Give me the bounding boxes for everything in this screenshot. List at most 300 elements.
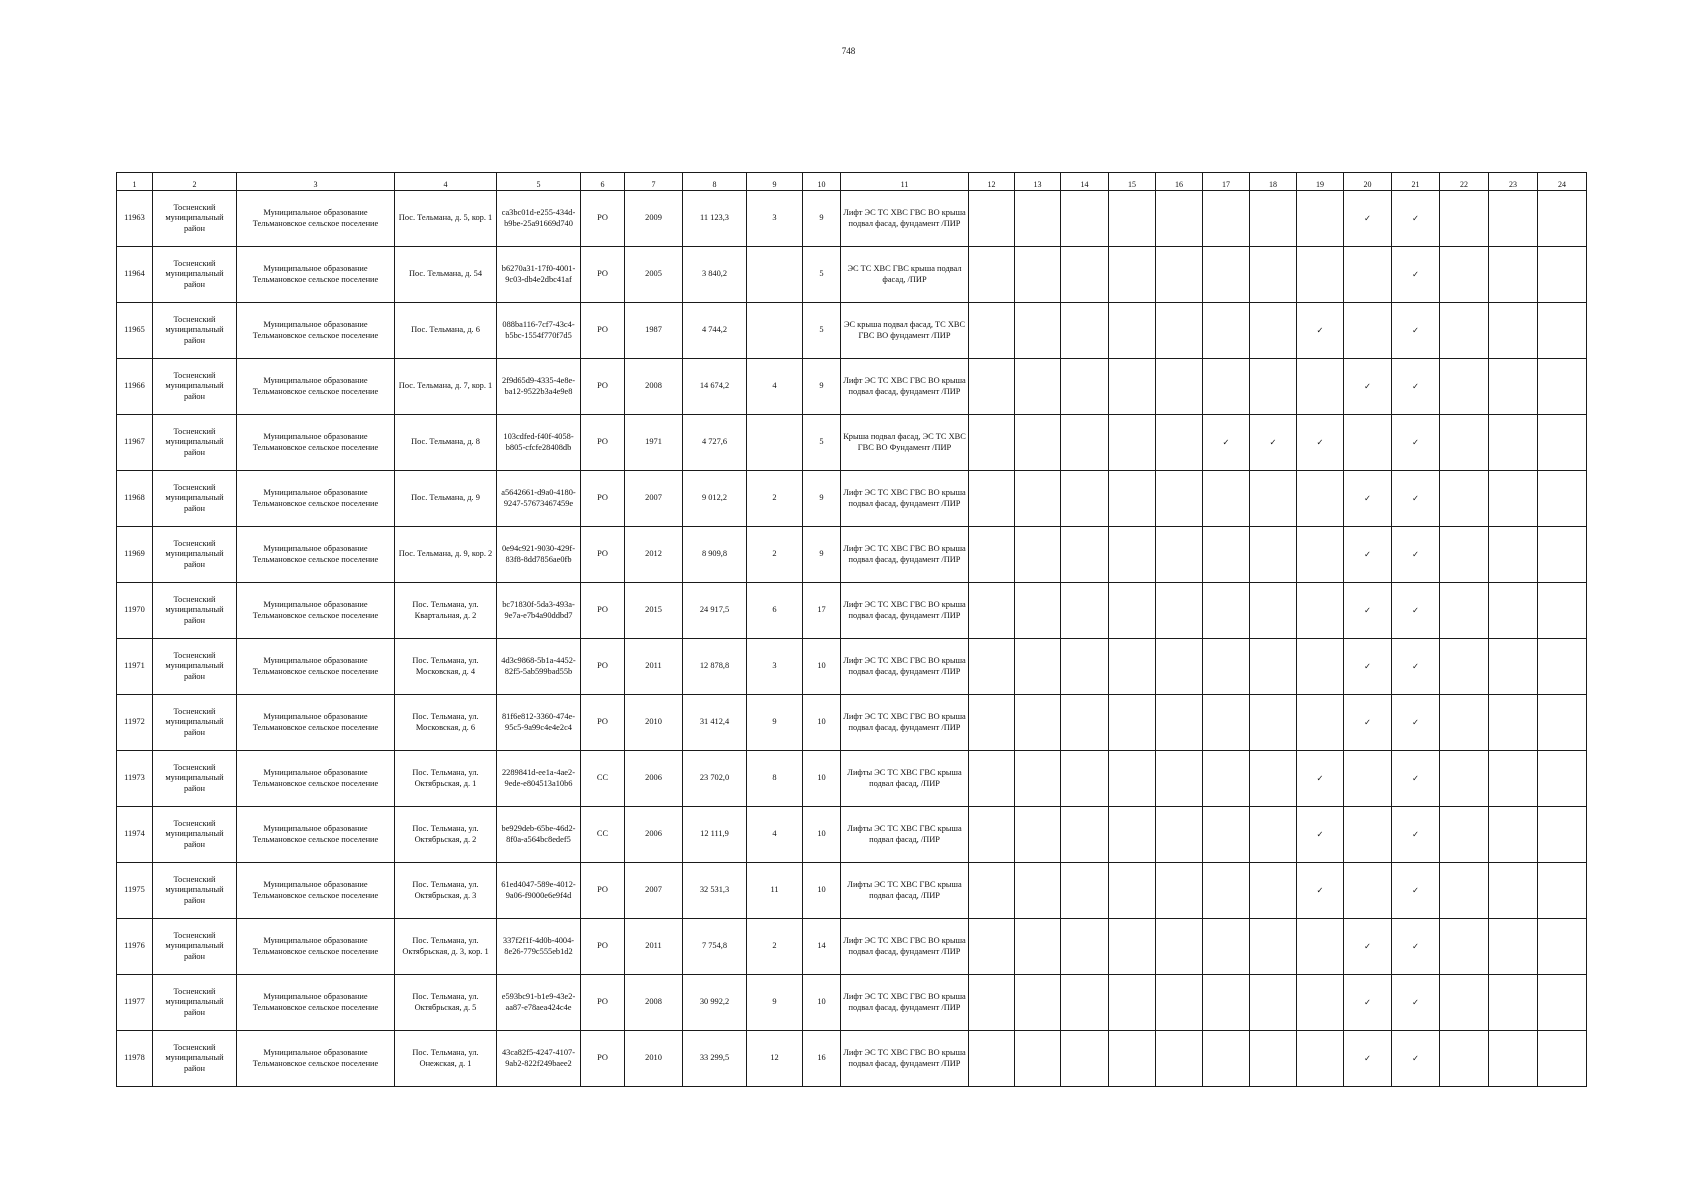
empty-cell xyxy=(1489,583,1538,639)
municipality-cell: Муниципальное образование Тельмановское сельское поселение xyxy=(237,639,395,695)
empty-cell xyxy=(1440,639,1489,695)
ownership-cell: РО xyxy=(581,863,625,919)
check-mark-icon: ✓ xyxy=(1344,191,1392,247)
table-row xyxy=(117,751,1587,807)
row-number: 11969 xyxy=(117,527,153,583)
area-cell: 3 840,2 xyxy=(683,247,747,303)
empty-cell xyxy=(1440,527,1489,583)
check-mark-icon: ✓ xyxy=(1392,695,1440,751)
check-mark-icon: ✓ xyxy=(1392,919,1440,975)
empty-cell xyxy=(1297,471,1344,527)
empty-cell xyxy=(1250,751,1297,807)
municipality-cell: Муниципальное образование Тельмановское сельское поселение xyxy=(237,695,395,751)
empty-cell xyxy=(1250,247,1297,303)
year-cell: 2006 xyxy=(625,751,683,807)
empty-cell xyxy=(1109,639,1156,695)
column-number: 12 xyxy=(969,173,1015,191)
empty-cell xyxy=(1061,807,1109,863)
address-cell: Пос. Тельмана, ул. Октябрьская, д. 3 xyxy=(395,863,497,919)
empty-cell xyxy=(1156,471,1203,527)
address-cell: Пос. Тельмана, ул. Октябрьская, д. 1 xyxy=(395,751,497,807)
empty-cell xyxy=(1061,639,1109,695)
empty-cell xyxy=(1297,247,1344,303)
row-number: 11978 xyxy=(117,1031,153,1087)
empty-cell xyxy=(1250,695,1297,751)
year-cell: 2015 xyxy=(625,583,683,639)
empty-cell xyxy=(1344,751,1392,807)
works-cell: Лифты ЭС ТС ХВС ГВС крыша подвал фасад, /ПИР xyxy=(841,863,969,919)
empty-cell xyxy=(1015,751,1061,807)
municipality-cell: Муниципальное образование Тельмановское сельское поселение xyxy=(237,359,395,415)
year-cell: 2011 xyxy=(625,919,683,975)
works-cell: Лифт ЭС ТС ХВС ГВС ВО крыша подвал фасад, фундамент /ПИР xyxy=(841,639,969,695)
empty-cell xyxy=(1489,191,1538,247)
ownership-cell: СС xyxy=(581,751,625,807)
empty-cell xyxy=(969,191,1015,247)
empty-cell xyxy=(1538,695,1587,751)
empty-cell xyxy=(1440,863,1489,919)
table-row xyxy=(117,975,1587,1031)
empty-cell xyxy=(1109,751,1156,807)
works-cell: Лифт ЭС ТС ХВС ГВС ВО крыша подвал фасад, фундамент /ПИР xyxy=(841,527,969,583)
floors-cell: 5 xyxy=(803,247,841,303)
empty-cell xyxy=(1015,359,1061,415)
column-number: 14 xyxy=(1061,173,1109,191)
empty-cell xyxy=(1250,583,1297,639)
empty-cell xyxy=(1538,863,1587,919)
district-cell: Тосненский муниципальный район xyxy=(153,695,237,751)
check-mark-icon: ✓ xyxy=(1392,863,1440,919)
year-cell: 2011 xyxy=(625,639,683,695)
address-cell: Пос. Тельмана, д. 9, кор. 2 xyxy=(395,527,497,583)
column-number: 5 xyxy=(497,173,581,191)
check-mark-icon: ✓ xyxy=(1344,527,1392,583)
empty-cell xyxy=(969,751,1015,807)
empty-cell xyxy=(1344,863,1392,919)
house-guid-cell: 337f2f1f-4d0b-4004-8e26-779c555eb1d2 xyxy=(497,919,581,975)
floors-cell: 9 xyxy=(803,527,841,583)
house-guid-cell: 81f6e812-3360-474e-95c5-9a99c4e4e2c4 xyxy=(497,695,581,751)
floors-cell: 9 xyxy=(803,471,841,527)
ownership-cell: РО xyxy=(581,1031,625,1087)
area-cell: 9 012,2 xyxy=(683,471,747,527)
empty-cell xyxy=(1344,415,1392,471)
ownership-cell: РО xyxy=(581,415,625,471)
empty-cell xyxy=(1156,191,1203,247)
count-cell: 9 xyxy=(747,975,803,1031)
area-cell: 33 299,5 xyxy=(683,1031,747,1087)
check-mark-icon: ✓ xyxy=(1392,639,1440,695)
district-cell: Тосненский муниципальный район xyxy=(153,303,237,359)
column-number: 6 xyxy=(581,173,625,191)
empty-cell xyxy=(1250,919,1297,975)
check-mark-icon: ✓ xyxy=(1392,975,1440,1031)
area-cell: 24 917,5 xyxy=(683,583,747,639)
empty-cell xyxy=(969,807,1015,863)
empty-cell xyxy=(1344,303,1392,359)
empty-cell xyxy=(1156,639,1203,695)
empty-cell xyxy=(1015,247,1061,303)
row-number: 11971 xyxy=(117,639,153,695)
table-row xyxy=(117,359,1587,415)
area-cell: 12 878,8 xyxy=(683,639,747,695)
empty-cell xyxy=(1061,583,1109,639)
row-number: 11975 xyxy=(117,863,153,919)
empty-cell xyxy=(1156,807,1203,863)
year-cell: 2010 xyxy=(625,1031,683,1087)
empty-cell xyxy=(1061,247,1109,303)
year-cell: 2010 xyxy=(625,695,683,751)
column-number: 22 xyxy=(1440,173,1489,191)
empty-cell xyxy=(1015,863,1061,919)
year-cell: 1987 xyxy=(625,303,683,359)
empty-cell xyxy=(1538,583,1587,639)
empty-cell xyxy=(1203,919,1250,975)
empty-cell xyxy=(1440,695,1489,751)
district-cell: Тосненский муниципальный район xyxy=(153,191,237,247)
address-cell: Пос. Тельмана, ул. Октябрьская, д. 3, кор. 1 xyxy=(395,919,497,975)
table-row xyxy=(117,919,1587,975)
column-number: 11 xyxy=(841,173,969,191)
empty-cell xyxy=(1538,919,1587,975)
empty-cell xyxy=(1440,191,1489,247)
empty-cell xyxy=(1489,415,1538,471)
column-number: 8 xyxy=(683,173,747,191)
area-cell: 14 674,2 xyxy=(683,359,747,415)
row-number: 11965 xyxy=(117,303,153,359)
municipality-cell: Муниципальное образование Тельмановское сельское поселение xyxy=(237,527,395,583)
check-mark-icon: ✓ xyxy=(1392,303,1440,359)
empty-cell xyxy=(1440,247,1489,303)
empty-cell xyxy=(969,247,1015,303)
empty-cell xyxy=(1344,807,1392,863)
empty-cell xyxy=(1061,975,1109,1031)
empty-cell xyxy=(1015,583,1061,639)
check-mark-icon: ✓ xyxy=(1297,807,1344,863)
empty-cell xyxy=(1489,471,1538,527)
house-guid-cell: 2f9d65d9-4335-4e8e-ba12-9522b3a4e9e8 xyxy=(497,359,581,415)
district-cell: Тосненский муниципальный район xyxy=(153,415,237,471)
empty-cell xyxy=(1250,471,1297,527)
address-cell: Пос. Тельмана, д. 8 xyxy=(395,415,497,471)
empty-cell xyxy=(1156,975,1203,1031)
year-cell: 1971 xyxy=(625,415,683,471)
table-row xyxy=(117,583,1587,639)
empty-cell xyxy=(1156,303,1203,359)
empty-cell xyxy=(1061,863,1109,919)
house-guid-cell: 4d3c9868-5b1a-4452-82f5-5ab599bad55b xyxy=(497,639,581,695)
empty-cell xyxy=(969,919,1015,975)
check-mark-icon: ✓ xyxy=(1392,471,1440,527)
ownership-cell: РО xyxy=(581,919,625,975)
column-number: 17 xyxy=(1203,173,1250,191)
empty-cell xyxy=(1250,863,1297,919)
empty-cell xyxy=(1297,639,1344,695)
check-mark-icon: ✓ xyxy=(1297,751,1344,807)
empty-cell xyxy=(1440,807,1489,863)
table-row xyxy=(117,247,1587,303)
column-number: 13 xyxy=(1015,173,1061,191)
empty-cell xyxy=(1061,751,1109,807)
empty-cell xyxy=(1489,1031,1538,1087)
house-guid-cell: be929deb-65be-46d2-8f0a-a564bc8edef5 xyxy=(497,807,581,863)
empty-cell xyxy=(1061,527,1109,583)
empty-cell xyxy=(969,471,1015,527)
house-guid-cell: 103cdfed-f40f-4058-b805-cfcfe28408db xyxy=(497,415,581,471)
empty-cell xyxy=(1203,303,1250,359)
empty-cell xyxy=(1297,527,1344,583)
floors-cell: 10 xyxy=(803,863,841,919)
count-cell: 3 xyxy=(747,639,803,695)
empty-cell xyxy=(1538,471,1587,527)
works-cell: Лифт ЭС ТС ХВС ГВС ВО крыша подвал фасад, фундамент /ПИР xyxy=(841,191,969,247)
area-cell: 7 754,8 xyxy=(683,919,747,975)
table-row xyxy=(117,1031,1587,1087)
area-cell: 11 123,3 xyxy=(683,191,747,247)
municipality-cell: Муниципальное образование Тельмановское сельское поселение xyxy=(237,583,395,639)
house-guid-cell: a5642661-d9a0-4180-9247-57673467459e xyxy=(497,471,581,527)
district-cell: Тосненский муниципальный район xyxy=(153,527,237,583)
district-cell: Тосненский муниципальный район xyxy=(153,1031,237,1087)
empty-cell xyxy=(1109,919,1156,975)
empty-cell xyxy=(969,1031,1015,1087)
check-mark-icon: ✓ xyxy=(1344,919,1392,975)
year-cell: 2005 xyxy=(625,247,683,303)
empty-cell xyxy=(969,695,1015,751)
row-number: 11977 xyxy=(117,975,153,1031)
municipality-cell: Муниципальное образование Тельмановское сельское поселение xyxy=(237,191,395,247)
works-cell: ЭС ТС ХВС ГВС крыша подвал фасад, /ПИР xyxy=(841,247,969,303)
column-number: 18 xyxy=(1250,173,1297,191)
check-mark-icon: ✓ xyxy=(1392,415,1440,471)
empty-cell xyxy=(1489,919,1538,975)
empty-cell xyxy=(1061,303,1109,359)
empty-cell xyxy=(1203,471,1250,527)
empty-cell xyxy=(1250,359,1297,415)
empty-cell xyxy=(1203,751,1250,807)
row-number: 11974 xyxy=(117,807,153,863)
floors-cell: 10 xyxy=(803,695,841,751)
empty-cell xyxy=(1109,191,1156,247)
empty-cell xyxy=(1203,1031,1250,1087)
table-row xyxy=(117,471,1587,527)
empty-cell xyxy=(1440,919,1489,975)
check-mark-icon: ✓ xyxy=(1297,863,1344,919)
empty-cell xyxy=(1489,975,1538,1031)
empty-cell xyxy=(1109,1031,1156,1087)
empty-cell xyxy=(1015,639,1061,695)
empty-cell xyxy=(1440,359,1489,415)
table-row xyxy=(117,807,1587,863)
row-number: 11970 xyxy=(117,583,153,639)
empty-cell xyxy=(1538,303,1587,359)
district-cell: Тосненский муниципальный район xyxy=(153,639,237,695)
empty-cell xyxy=(1489,751,1538,807)
ownership-cell: РО xyxy=(581,359,625,415)
empty-cell xyxy=(1489,695,1538,751)
empty-cell xyxy=(1015,1031,1061,1087)
ownership-cell: РО xyxy=(581,303,625,359)
empty-cell xyxy=(1156,1031,1203,1087)
works-cell: Лифты ЭС ТС ХВС ГВС крыша подвал фасад, /ПИР xyxy=(841,751,969,807)
count-cell xyxy=(747,415,803,471)
column-number: 23 xyxy=(1489,173,1538,191)
empty-cell xyxy=(1250,807,1297,863)
empty-cell xyxy=(1109,247,1156,303)
empty-cell xyxy=(1538,415,1587,471)
empty-cell xyxy=(1250,527,1297,583)
municipality-cell: Муниципальное образование Тельмановское сельское поселение xyxy=(237,247,395,303)
empty-cell xyxy=(1297,975,1344,1031)
empty-cell xyxy=(969,359,1015,415)
works-cell: Лифты ЭС ТС ХВС ГВС крыша подвал фасад, /ПИР xyxy=(841,807,969,863)
house-guid-cell: 0e94c921-9030-429f-83f8-8dd7856ae0fb xyxy=(497,527,581,583)
empty-cell xyxy=(1061,919,1109,975)
check-mark-icon: ✓ xyxy=(1392,1031,1440,1087)
works-cell: Лифт ЭС ТС ХВС ГВС ВО крыша подвал фасад, фундамент /ПИР xyxy=(841,471,969,527)
year-cell: 2012 xyxy=(625,527,683,583)
empty-cell xyxy=(1015,471,1061,527)
row-number: 11973 xyxy=(117,751,153,807)
address-cell: Пос. Тельмана, д. 6 xyxy=(395,303,497,359)
district-cell: Тосненский муниципальный район xyxy=(153,751,237,807)
works-cell: Крыша подвал фасад, ЭС ТС ХВС ГВС ВО Фундамент /ПИР xyxy=(841,415,969,471)
empty-cell xyxy=(1015,303,1061,359)
page-number: 748 xyxy=(841,46,856,56)
works-cell: Лифт ЭС ТС ХВС ГВС ВО крыша подвал фасад, фундамент /ПИР xyxy=(841,1031,969,1087)
empty-cell xyxy=(1015,527,1061,583)
district-cell: Тосненский муниципальный район xyxy=(153,471,237,527)
empty-cell xyxy=(1109,471,1156,527)
empty-cell xyxy=(1489,527,1538,583)
empty-cell xyxy=(1538,751,1587,807)
column-number: 2 xyxy=(153,173,237,191)
year-cell: 2008 xyxy=(625,975,683,1031)
table-row xyxy=(117,695,1587,751)
empty-cell xyxy=(1109,303,1156,359)
floors-cell: 9 xyxy=(803,191,841,247)
empty-cell xyxy=(1156,527,1203,583)
empty-cell xyxy=(1109,527,1156,583)
empty-cell xyxy=(1250,1031,1297,1087)
empty-cell xyxy=(1061,695,1109,751)
works-cell: Лифт ЭС ТС ХВС ГВС ВО крыша подвал фасад, фундамент /ПИР xyxy=(841,359,969,415)
row-number: 11966 xyxy=(117,359,153,415)
count-cell: 2 xyxy=(747,919,803,975)
works-cell: Лифт ЭС ТС ХВС ГВС ВО крыша подвал фасад, фундамент /ПИР xyxy=(841,583,969,639)
ownership-cell: РО xyxy=(581,471,625,527)
empty-cell xyxy=(1203,695,1250,751)
ownership-cell: РО xyxy=(581,695,625,751)
house-guid-cell: 43ca82f5-4247-4107-9ab2-822f249baee2 xyxy=(497,1031,581,1087)
empty-cell xyxy=(1440,1031,1489,1087)
count-cell: 8 xyxy=(747,751,803,807)
check-mark-icon: ✓ xyxy=(1297,303,1344,359)
address-cell: Пос. Тельмана, д. 7, кор. 1 xyxy=(395,359,497,415)
column-number: 3 xyxy=(237,173,395,191)
house-guid-cell: 2289841d-ee1a-4ae2-9ede-e804513a10b6 xyxy=(497,751,581,807)
area-cell: 32 531,3 xyxy=(683,863,747,919)
empty-cell xyxy=(1061,415,1109,471)
district-cell: Тосненский муниципальный район xyxy=(153,583,237,639)
year-cell: 2007 xyxy=(625,863,683,919)
count-cell: 2 xyxy=(747,527,803,583)
municipality-cell: Муниципальное образование Тельмановское сельское поселение xyxy=(237,415,395,471)
check-mark-icon: ✓ xyxy=(1392,807,1440,863)
district-cell: Тосненский муниципальный район xyxy=(153,863,237,919)
year-cell: 2008 xyxy=(625,359,683,415)
empty-cell xyxy=(1061,359,1109,415)
check-mark-icon: ✓ xyxy=(1344,639,1392,695)
empty-cell xyxy=(1156,695,1203,751)
municipality-cell: Муниципальное образование Тельмановское сельское поселение xyxy=(237,975,395,1031)
house-guid-cell: b6270a31-17f0-4001-9c03-db4e2dbc41af xyxy=(497,247,581,303)
empty-cell xyxy=(1440,303,1489,359)
empty-cell xyxy=(1538,1031,1587,1087)
check-mark-icon: ✓ xyxy=(1344,359,1392,415)
check-mark-icon: ✓ xyxy=(1392,247,1440,303)
address-cell: Пос. Тельмана, ул. Квартальная, д. 2 xyxy=(395,583,497,639)
address-cell: Пос. Тельмана, ул. Октябрьская, д. 5 xyxy=(395,975,497,1031)
empty-cell xyxy=(1440,471,1489,527)
floors-cell: 10 xyxy=(803,639,841,695)
column-number: 19 xyxy=(1297,173,1344,191)
table-row xyxy=(117,527,1587,583)
check-mark-icon: ✓ xyxy=(1392,359,1440,415)
empty-cell xyxy=(1538,975,1587,1031)
area-cell: 23 702,0 xyxy=(683,751,747,807)
empty-cell xyxy=(1203,527,1250,583)
check-mark-icon: ✓ xyxy=(1297,415,1344,471)
row-number: 11972 xyxy=(117,695,153,751)
check-mark-icon: ✓ xyxy=(1203,415,1250,471)
empty-cell xyxy=(1344,247,1392,303)
municipality-cell: Муниципальное образование Тельмановское сельское поселение xyxy=(237,471,395,527)
empty-cell xyxy=(969,583,1015,639)
area-cell: 31 412,4 xyxy=(683,695,747,751)
house-guid-cell: ca3bc01d-e255-434d-b9be-25a91669d740 xyxy=(497,191,581,247)
empty-cell xyxy=(1250,639,1297,695)
floors-cell: 10 xyxy=(803,975,841,1031)
empty-cell xyxy=(1156,415,1203,471)
check-mark-icon: ✓ xyxy=(1344,583,1392,639)
empty-cell xyxy=(1203,639,1250,695)
empty-cell xyxy=(1156,751,1203,807)
empty-cell xyxy=(1156,359,1203,415)
column-number: 9 xyxy=(747,173,803,191)
empty-cell xyxy=(1489,863,1538,919)
house-guid-cell: bc71830f-5da3-493a-9e7a-e7b4a90ddbd7 xyxy=(497,583,581,639)
district-cell: Тосненский муниципальный район xyxy=(153,807,237,863)
empty-cell xyxy=(1156,919,1203,975)
district-cell: Тосненский муниципальный район xyxy=(153,247,237,303)
check-mark-icon: ✓ xyxy=(1344,695,1392,751)
check-mark-icon: ✓ xyxy=(1392,751,1440,807)
empty-cell xyxy=(969,863,1015,919)
empty-cell xyxy=(1538,639,1587,695)
municipality-cell: Муниципальное образование Тельмановское сельское поселение xyxy=(237,1031,395,1087)
address-cell: Пос. Тельмана, д. 9 xyxy=(395,471,497,527)
district-cell: Тосненский муниципальный район xyxy=(153,919,237,975)
municipality-cell: Муниципальное образование Тельмановское сельское поселение xyxy=(237,303,395,359)
floors-cell: 5 xyxy=(803,303,841,359)
empty-cell xyxy=(1203,863,1250,919)
area-cell: 30 992,2 xyxy=(683,975,747,1031)
empty-cell xyxy=(1250,303,1297,359)
column-number: 15 xyxy=(1109,173,1156,191)
address-cell: Пос. Тельмана, ул. Октябрьская, д. 2 xyxy=(395,807,497,863)
floors-cell: 10 xyxy=(803,807,841,863)
